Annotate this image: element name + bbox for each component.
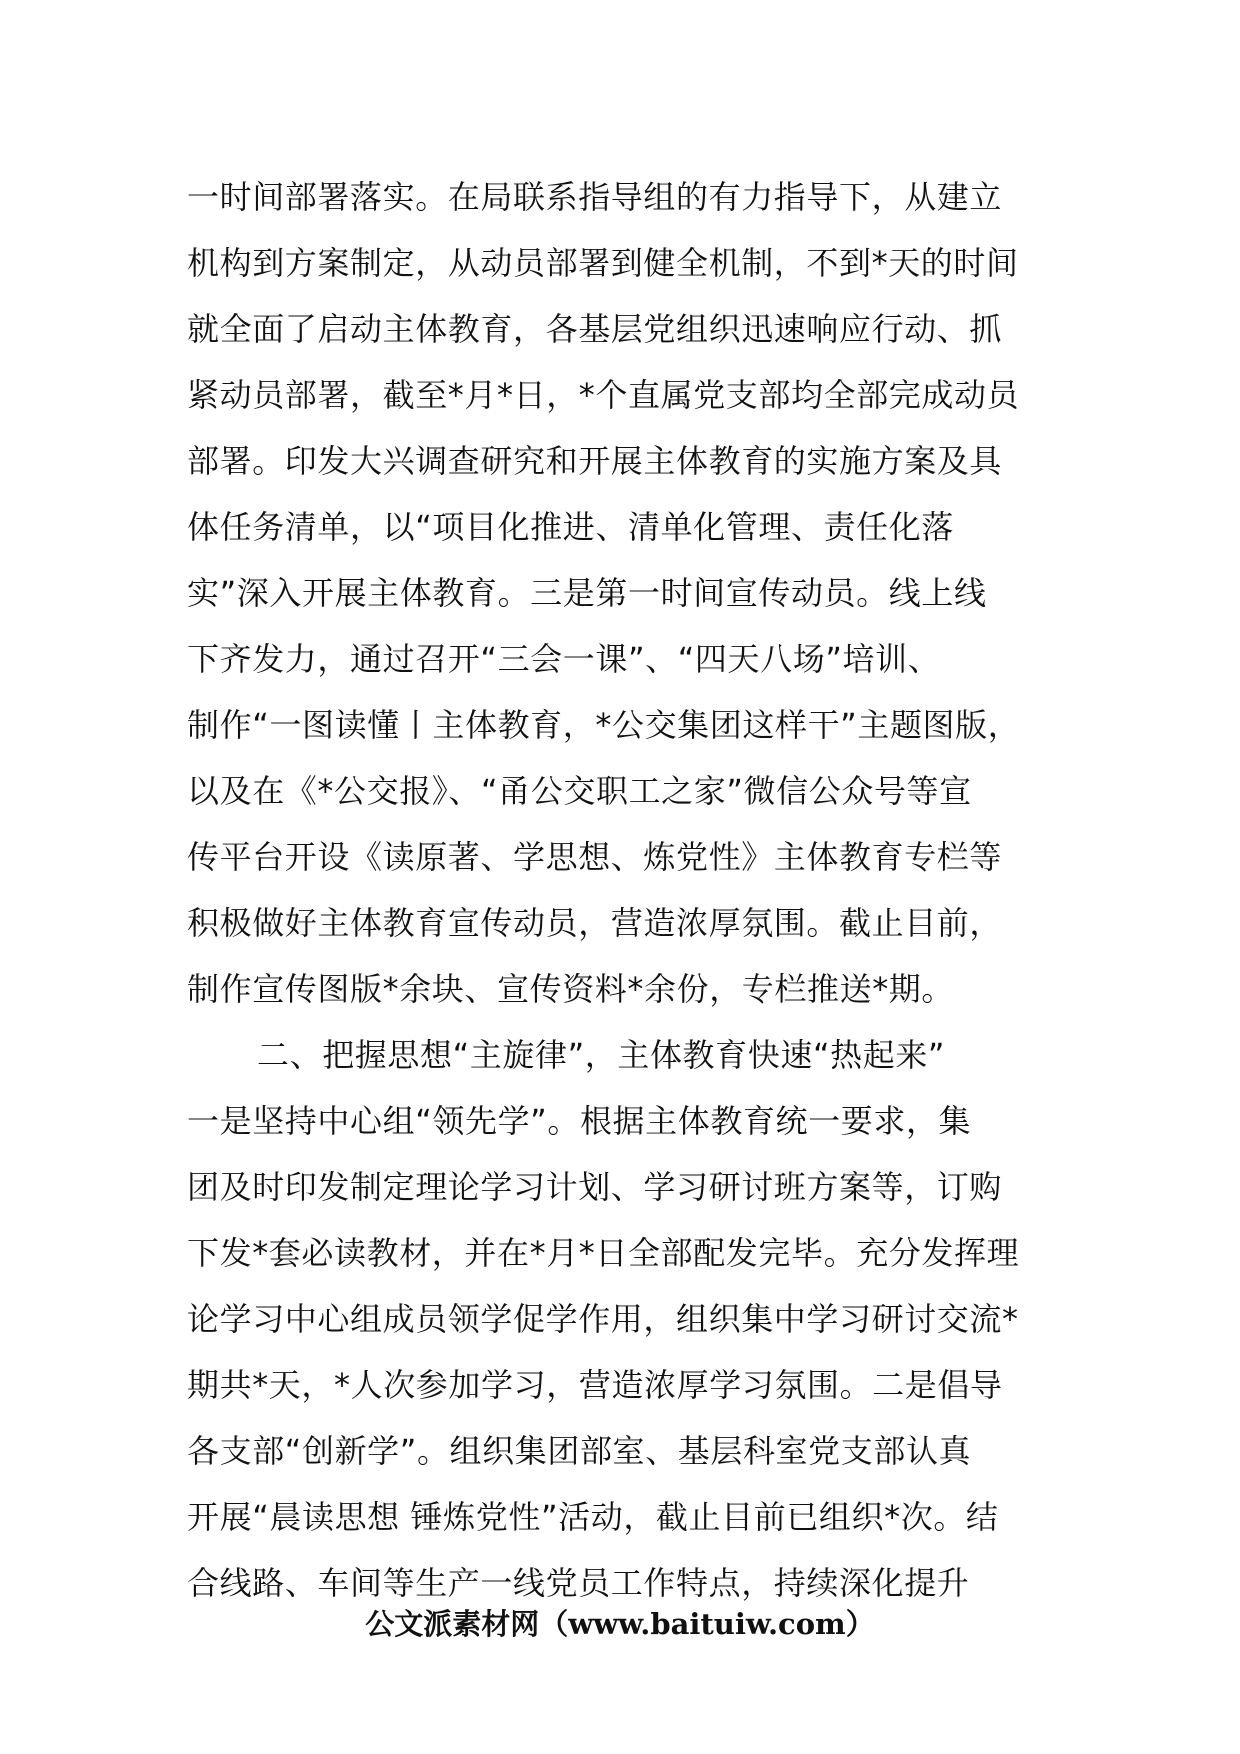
text-line: 下齐发力，通过召开“三会一课”、“四天八场”培训、 xyxy=(187,640,941,678)
text-line: 部署。印发大兴调查研究和开展主体教育的实施方案及具 xyxy=(187,442,1003,480)
text-line: 机构到方案制定，从动员部署到健全机制，不到*天的时间 xyxy=(187,244,1019,282)
text-line: 期共*天，*人次参加学习，营造浓厚学习氛围。二是倡导 xyxy=(187,1366,1003,1404)
section-heading: 二、把握思想“主旋律”，主体教育快速“热起来” xyxy=(257,1036,946,1074)
text-line: 紧动员部署，截至*月*日，*个直属党支部均全部完成动员 xyxy=(187,376,1020,414)
document-body xyxy=(187,164,1067,1616)
text-line: 一是坚持中心组“领先学”。根据主体教育统一要求，集 xyxy=(187,1102,972,1140)
text-line: 传平台开设《读原著、学思想、炼党性》主体教育专栏等 xyxy=(187,838,1003,876)
footer-watermark: 公文派素材网（www.baituiw.com） xyxy=(365,1607,875,1641)
text-line: 体任务清单，以“项目化推进、清单化管理、责任化落 xyxy=(187,508,954,546)
text-line: 下发*套必读教材，并在*月*日全部配发完毕。充分发挥理 xyxy=(187,1234,1020,1272)
text-line: 一时间部署落实。在局联系指导组的有力指导下，从建立 xyxy=(187,178,1003,216)
text-line: 制作“一图读懂丨主体教育，*公交集团这样干”主题图版， xyxy=(187,706,1021,744)
text-line: 合线路、车间等生产一线党员工作特点，持续深化提升 xyxy=(187,1564,970,1602)
text-line: 就全面了启动主体教育，各基层党组织迅速响应行动、抓 xyxy=(187,310,1003,348)
text-line: 开展“晨读思想 锤炼党性”活动，截止目前已组织*次。结 xyxy=(187,1498,999,1536)
text-line: 实”深入开展主体教育。三是第一时间宣传动员。线上线 xyxy=(187,574,987,612)
text-line: 团及时印发制定理论学习计划、学习研讨班方案等，订购 xyxy=(187,1168,1003,1206)
text-line: 各支部“创新学”。组织集团部室、基层科室党支部认真 xyxy=(187,1432,972,1470)
text-line: 论学习中心组成员领学促学作用，组织集中学习研讨交流* xyxy=(187,1300,1019,1338)
text-line: 制作宣传图版*余块、宣传资料*余份，专栏推送*期。 xyxy=(187,970,955,1008)
text-line: 积极做好主体教育宣传动员，营造浓厚氛围。截止目前， xyxy=(187,904,1003,942)
text-line: 以及在《*公交报》、“甬公交职工之家”微信公众号等宣 xyxy=(187,772,972,810)
